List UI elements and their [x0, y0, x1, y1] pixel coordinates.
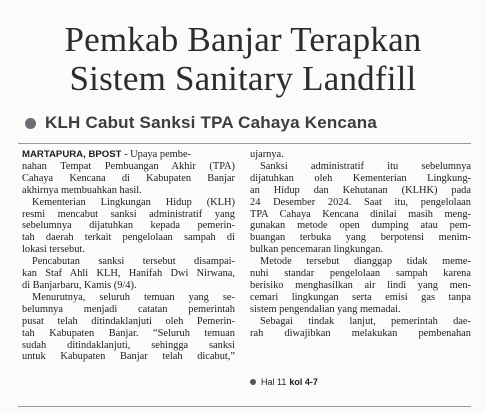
text-line: rah diwajibkan melakukan pembenahan: [250, 327, 471, 339]
text-line: Pencabutan sanksi tersebut disampai-: [32, 256, 235, 268]
top-divider: [18, 143, 471, 144]
text-run: - Upaya pembe-: [121, 149, 192, 160]
text-line: kan Staf Ahli KLH, Hanifah Dwi Nirwana,: [22, 268, 235, 280]
text-line: buangan terbuka yang berpotensi menim-: [250, 232, 471, 244]
text-line: Sebagai tindak lanjut, pemerintah dae-: [260, 315, 471, 327]
text-line: sudah ditindaklanjuti, sehingga sanksi: [22, 339, 235, 351]
bullet-icon: [25, 118, 36, 129]
text-line: tah Kabupaten Banjar. “Seluruh temuan: [22, 327, 235, 339]
text-line: TPA Cahaya Kencana dinilai masih meng-: [250, 208, 471, 220]
left-column: [22, 149, 235, 363]
bottom-divider: [18, 406, 471, 407]
text-line: lokasi tersebut.: [22, 244, 85, 256]
subheadline-text: KLH Cabut Sanksi TPA Cahaya Kencana: [45, 113, 377, 132]
continued-page: Hal 11: [261, 377, 287, 387]
continued-column: kol 4-7: [289, 377, 318, 387]
text-line: untuk Kabupaten Banjar telah dicabut,”: [22, 351, 235, 363]
text-line: di Banjarbaru, Kamis (9/4).: [22, 279, 137, 291]
text-line: belumnya menjadi catatan pemerintah: [22, 303, 235, 315]
text-line: dijatuhkan oleh Kementerian Lingkung-: [250, 172, 471, 184]
subheadline: [25, 113, 377, 133]
text-line: cemari lingkungan serta emisi gas tanpa: [250, 291, 471, 303]
text-line: an Hidup dan Kehutanan (KLHK) pada: [250, 184, 471, 196]
text-line: Cahaya Kencana di Kabupaten Banjar: [22, 172, 235, 184]
text-line: ujarnya.: [250, 149, 284, 160]
text-line: tah daerah terkait pengelolaan sampah di: [22, 232, 235, 244]
text-line: sebelumnya dijatuhkan kepada pemerin-: [22, 220, 235, 232]
text-line: 24 Desember 2024. Saat itu, pengelolaan: [250, 196, 471, 208]
text-line: Menurutnya, seluruh temuan yang se-: [32, 291, 235, 303]
text-line: gunakan metode open dumping atau pem-: [250, 220, 471, 232]
bullet-icon: [250, 379, 256, 385]
text-line: nahan Tempat Pembuangan Akhir (TPA): [22, 160, 235, 172]
text-line: Kementerian Lingkungan Hidup (KLH): [32, 196, 235, 208]
text-line: [22, 149, 235, 161]
continued-reference: [250, 377, 318, 387]
headline-line-1: Pemkab Banjar Terapkan: [64, 20, 422, 59]
text-line: pusat telah ditindaklanjuti oleh Pemerin-: [22, 315, 235, 327]
right-column: [250, 149, 471, 340]
headline-line-2: Sistem Sanitary Landfill: [69, 59, 417, 98]
text-line: Sanksi administratif itu sebelumnya: [260, 160, 471, 172]
text-line: akhirnya membuahkan hasil.: [22, 184, 142, 196]
text-line: resmi mencabut sanksi administratif yang: [22, 208, 235, 220]
dateline: MARTAPURA, BPOST: [22, 149, 122, 160]
text-line: sistem pengendalian yang memadai.: [250, 303, 401, 315]
text-line: berisiko menghasilkan air lindi yang men-: [250, 279, 471, 291]
text-line: bulkan pencemaran lingkungan.: [250, 244, 384, 256]
text-line: Metode tersebut dianggap tidak meme-: [260, 256, 471, 268]
text-line: nuhi standar pengelolaan sampah karena: [250, 268, 471, 280]
